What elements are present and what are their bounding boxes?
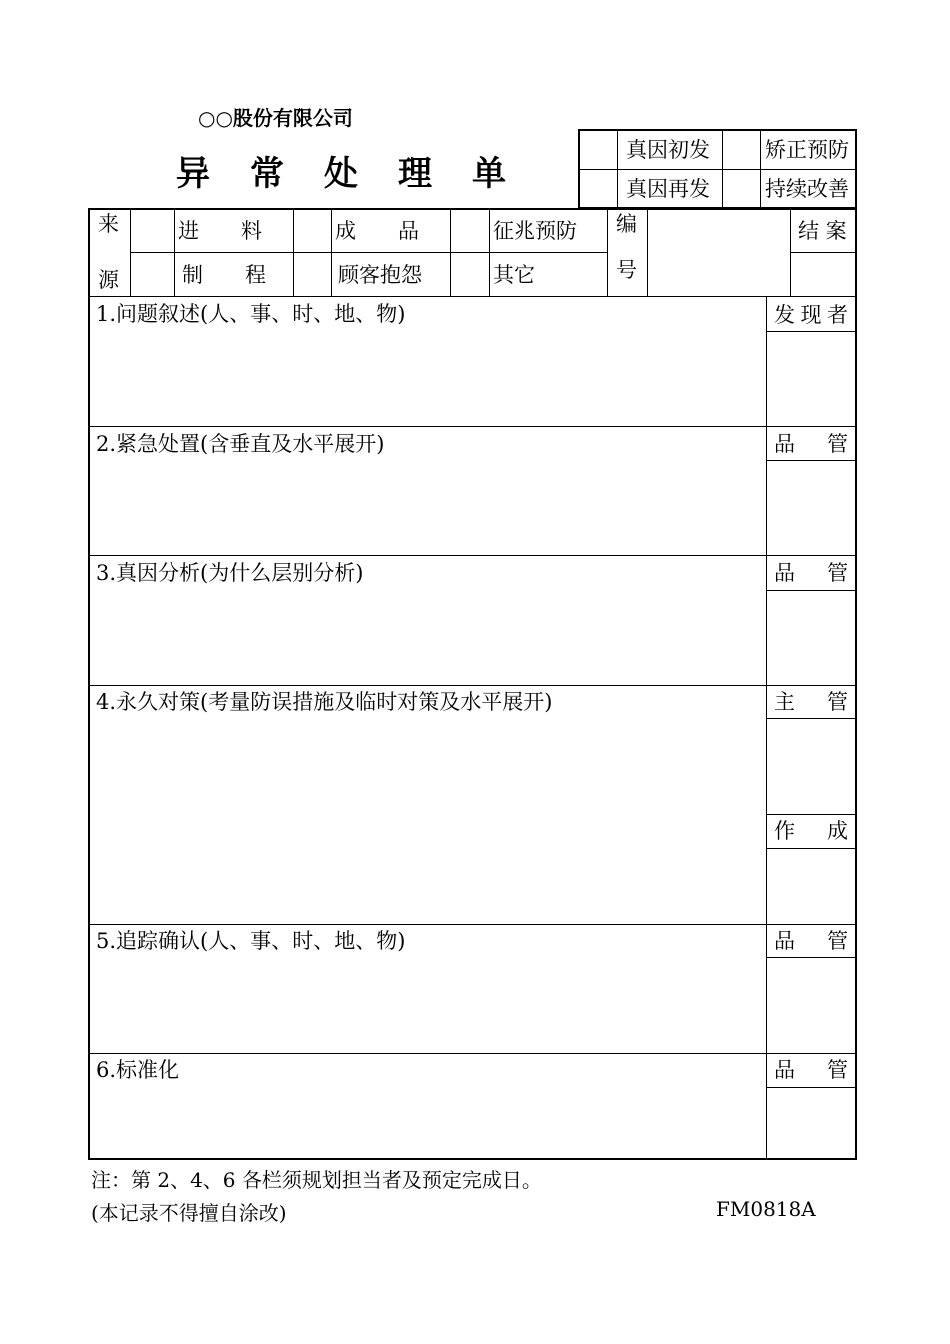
type-root-first: 真因初发 <box>626 138 710 162</box>
section-title: 5.追踪确认(人、事、时、地、物) <box>96 929 406 953</box>
sig-supervisor: 主 管 <box>774 690 848 714</box>
footer-notice: (本记录不得擅自涂改) <box>91 1201 287 1225</box>
type-root-repeat: 真因再发 <box>626 177 710 201</box>
section-title: 1.问题叙述(人、事、时、地、物) <box>96 302 406 326</box>
source-label-bottom: 源 <box>98 268 119 292</box>
source-label-top: 来 <box>98 212 119 236</box>
sig-qc: 品 管 <box>774 1058 848 1082</box>
section-title: 3.真因分析(为什么层别分析) <box>96 561 364 585</box>
sig-author: 作 成 <box>774 819 848 843</box>
section-title: 2.紧急处置(含垂直及水平展开) <box>96 432 385 456</box>
sig-qc: 品 管 <box>774 432 848 456</box>
sig-qc: 品 管 <box>774 561 848 585</box>
number-label-bottom: 号 <box>616 258 637 282</box>
source-incoming: 进 料 <box>178 219 262 243</box>
source-finished: 成 品 <box>335 219 419 243</box>
company-name: ○○股份有限公司 <box>198 106 353 130</box>
sig-discoverer: 发 现 者 <box>774 303 848 327</box>
footer-note: 注：第 2、4、6 各栏须规划担当者及预定完成日。 <box>91 1168 542 1192</box>
form-code: FM0818A <box>716 1197 816 1221</box>
number-label-top: 编 <box>616 212 637 236</box>
section-title: 4.永久对策(考量防误措施及临时对策及水平展开) <box>96 690 553 714</box>
source-process: 制 程 <box>182 263 266 287</box>
section-title: 6.标准化 <box>96 1058 180 1082</box>
main-table <box>88 208 857 1160</box>
source-other: 其它 <box>493 263 535 287</box>
form-title: 异常处理单 <box>176 154 546 194</box>
sig-qc: 品 管 <box>774 929 848 953</box>
source-precursor: 征兆预防 <box>493 219 577 243</box>
type-corrective: 矫正预防 <box>765 138 849 162</box>
source-complaint: 顾客抱怨 <box>338 263 422 287</box>
close-label: 结 案 <box>798 219 847 243</box>
type-improvement: 持续改善 <box>765 177 849 201</box>
